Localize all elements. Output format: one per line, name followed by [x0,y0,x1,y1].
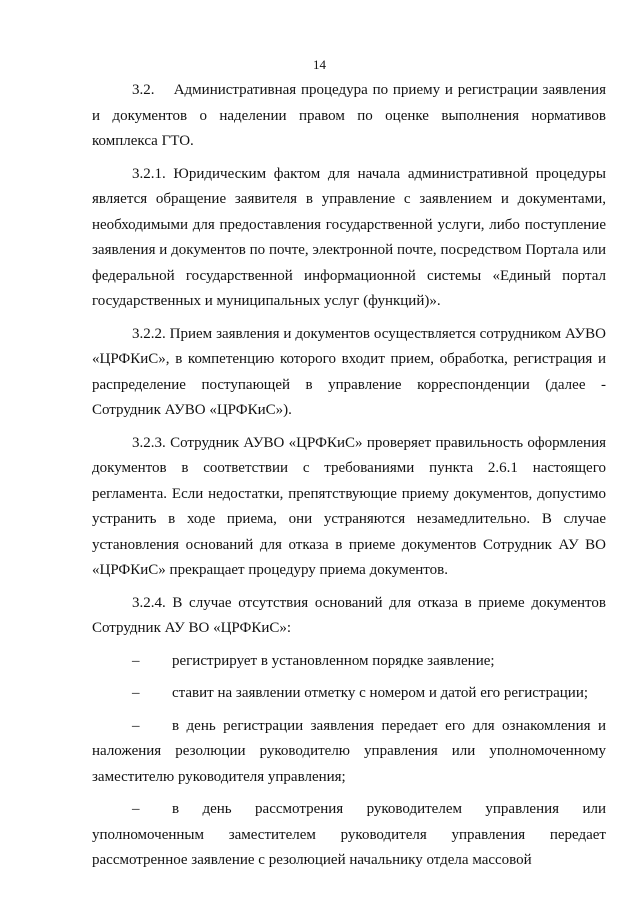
page-number: 14 [313,57,326,72]
dash-bullet: – [132,801,140,817]
document-body [92,78,606,881]
dash-bullet: – [132,717,140,734]
paragraph-3-2-3: 3.2.3. Сотрудник АУВО «ЦРФКиС» проверяет правильность оформления документов в соответствии с требованиями пункта 2.6.1 настоящего регламента. Если недостатки, препятствующие приему документов, допустимо устранить в ходе приема, они устраняются незамедлительно. В случае установления оснований для отказа в приеме документов Сотрудник АУ ВО «ЦРФКиС» прекращает процедуру приема документов. [92,434,606,578]
dash-bullet: – [132,685,140,701]
list-item [92,649,606,675]
list-item [92,681,606,707]
paragraph-3-2-4: 3.2.4. В случае отсутствия оснований для отказа в приеме документов Сотрудник АУ ВО «ЦРФКиС»: [92,594,606,636]
list-item [92,714,606,791]
list-item-text: регистрирует в установленном порядке заявление; [172,652,495,669]
list-item-text: в день регистрации заявления передает его для ознакомления и наложения резолюции руководителю управления или уполномоченному заместителю руководителя управления; [92,717,606,785]
list-item [92,797,606,874]
list-item-text: в день рассмотрения руководителем управления или уполномоченным заместителем руководителя управления передает рассмотренное заявление с резолюцией начальнику отдела массовой [92,801,606,868]
paragraph-3-2-1: 3.2.1. Юридическим фактом для начала административной процедуры является обращение заявителя в управление с заявлением и документами, необходимыми для предоставления государственной услуги, либо поступление заявления и документов по почте, электронной почте, посредством Портала или федеральной государственной информационной системы «Единый портал государственных и муниципальных услуг (функций)». [92,165,606,309]
section-heading-3-2: 3.2. Административная процедура по приему и регистрации заявления и документов о наделении правом по оценке выполнения нормативов комплекса ГТО. [92,82,606,149]
list-item-text: ставит на заявлении отметку с номером и датой его регистрации; [172,685,589,701]
paragraph-3-2-2: 3.2.2. Прием заявления и документов осуществляется сотрудником АУВО «ЦРФКиС», в компетенцию которого входит прием, обработка, регистрация и распределение поступающей в управление корреспонденции (далее - Сотрудник АУВО «ЦРФКиС»). [92,325,606,418]
dash-bullet: – [132,652,140,669]
